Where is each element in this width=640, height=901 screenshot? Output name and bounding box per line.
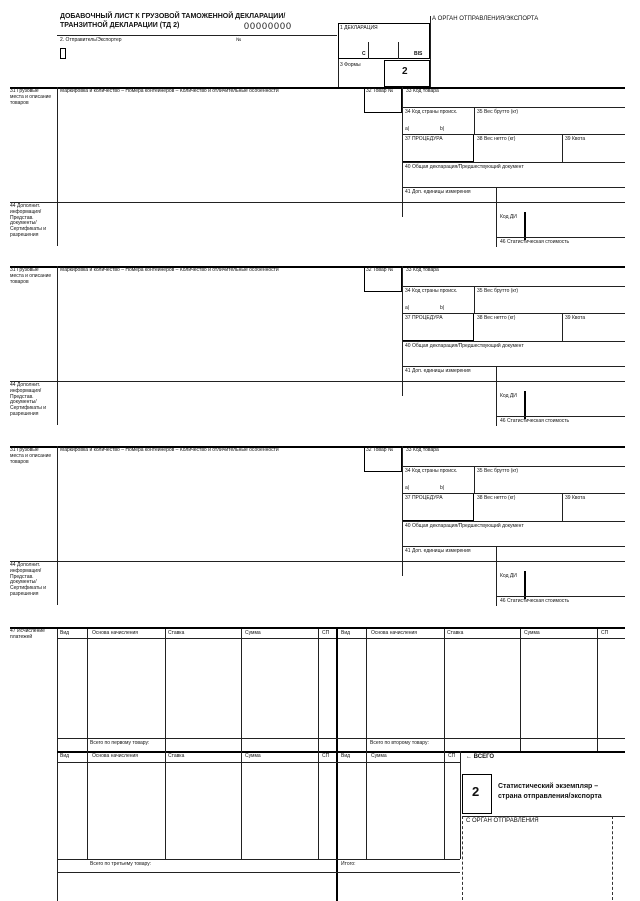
col-basis-1: Основа начисления	[92, 630, 138, 636]
origin-country-label-1: 34 Код страны происх.	[405, 109, 458, 115]
col-vid-3: Вид	[60, 753, 70, 759]
col-sp-1: СП	[322, 630, 330, 636]
forms-label: 3 Формы	[340, 62, 361, 68]
total-first-label: Всего по первому товару:	[90, 740, 150, 746]
commodity-code-label-2: 33 Код товара	[406, 267, 439, 273]
sender-label: 2. Отправитель/Экспортер	[60, 37, 122, 43]
copy-number: 2	[472, 784, 480, 799]
origin-a-label-3: a|	[405, 485, 410, 491]
summary-declaration-label-1: 40 Общая декларация/Предшествующий документ	[405, 164, 524, 170]
col-sum-3: Сумма	[245, 753, 261, 759]
item-number-label-2: 32 Товар №	[366, 267, 394, 273]
box-a-label: А ОРГАН ОТПРАВЛЕНИЯ/ЭКСПОРТА	[432, 16, 539, 22]
additional-info-label-2: 44 Дополнит. информация/ Представ. документы/ Сертификаты и разрешения	[10, 382, 47, 417]
col-basis-3: Основа начисления	[92, 753, 138, 759]
sender-number-sign: №	[236, 37, 242, 43]
summary-declaration-label-2: 40 Общая декларация/Предшествующий документ	[405, 343, 524, 349]
origin-b-label-1: b|	[440, 126, 445, 132]
quota-label-2: 39 Квота	[565, 315, 586, 321]
gross-weight-label-3: 35 Вес брутто (кг)	[477, 468, 519, 474]
kod-di-label-2: Код ДИ	[500, 393, 517, 399]
bis-label: BIS	[414, 51, 423, 57]
net-weight-label-2: 38 Вес нетто (кг)	[477, 315, 516, 321]
col-vid-4: Вид	[341, 753, 351, 759]
col-rate-1: Ставка	[168, 630, 185, 636]
forms-value: 2	[402, 66, 408, 77]
statistical-value-label-3: 46 Статистическая стоимость	[500, 598, 570, 604]
col-vid-2: Вид	[341, 630, 351, 636]
net-weight-label-3: 38 Вес нетто (кг)	[477, 495, 516, 501]
item-number-label-1: 32 Товар №	[366, 88, 394, 94]
declaration-label: 1 ДЕКЛАРАЦИЯ	[340, 25, 378, 31]
net-weight-label-1: 38 Вес нетто (кг)	[477, 136, 516, 142]
payments-label: 47 Исчисление платежей	[10, 628, 45, 640]
total-second-label: Всего по второму товару:	[370, 740, 429, 746]
additional-info-label-3: 44 Дополнит. информация/ Представ. документы/ Сертификаты и разрешения	[10, 562, 47, 597]
supp-units-label-2: 41 Доп. единицы измерения	[405, 368, 471, 374]
kod-di-label-3: Код ДИ	[500, 573, 517, 579]
col-sum-2: Сумма	[524, 630, 540, 636]
origin-b-label-2: b|	[440, 305, 445, 311]
kod-di-label-1: Код ДИ	[500, 214, 517, 220]
copy-title-line2: страна отправления/экспорта	[498, 793, 602, 800]
col-sp-4: СП	[448, 753, 456, 759]
total-all-label: Итого:	[341, 861, 356, 867]
gross-weight-label-1: 35 Вес брутто (кг)	[477, 109, 519, 115]
statistical-value-label-1: 46 Статистическая стоимость	[500, 239, 570, 245]
form-title-line1: ДОБАВОЧНЫЙ ЛИСТ К ГРУЗОВОЙ ТАМОЖЕННОЙ ДЕКЛАРАЦИИ/	[60, 13, 286, 20]
col-vid-1: Вид	[60, 630, 70, 636]
procedure-label-1: 37 ПРОЦЕДУРА	[405, 136, 443, 142]
serial-number: 00000000	[244, 21, 293, 31]
c-label: С	[362, 51, 366, 57]
col-sp-2: СП	[601, 630, 609, 636]
additional-info-label-1: 44 Дополнит. информация/ Представ. документы/ Сертификаты и разрешения	[10, 203, 47, 238]
col-sp-3: СП	[322, 753, 330, 759]
col-basis-2: Основа начисления	[371, 630, 417, 636]
col-rate-3: Ставка	[168, 753, 185, 759]
total-all-arrow: ← ВСЕГО	[466, 754, 495, 760]
origin-country-label-2: 34 Код страны происх.	[405, 288, 458, 294]
col-rate-2: Ставка	[447, 630, 464, 636]
col-sum-1: Сумма	[245, 630, 261, 636]
goods-desc-label-2: 31 Грузовые места и описание товаров	[10, 267, 52, 285]
quota-label-1: 39 Квота	[565, 136, 586, 142]
commodity-code-label-3: 33 Код товара	[406, 447, 439, 453]
supp-units-label-1: 41 Доп. единицы измерения	[405, 189, 471, 195]
kod-di-box-3[interactable]	[524, 571, 532, 599]
col-sum-4: Сумма	[371, 753, 387, 759]
total-third-label: Всего по третьему товару:	[90, 861, 152, 867]
origin-b-label-3: b|	[440, 485, 445, 491]
marks-label-1: Маркировка и количество – Номера контейнеров – Количество и отличительные особенности	[60, 88, 279, 94]
supp-units-label-3: 41 Доп. единицы измерения	[405, 548, 471, 554]
origin-a-label-1: a|	[405, 126, 410, 132]
marks-label-2: Маркировка и количество – Номера контейнеров – Количество и отличительные особенности	[60, 267, 279, 273]
kod-di-box-2[interactable]	[524, 391, 532, 419]
gross-weight-label-2: 35 Вес брутто (кг)	[477, 288, 519, 294]
goods-desc-label-3: 31 Грузовые места и описание товаров	[10, 447, 52, 465]
origin-country-label-3: 34 Код страны происх.	[405, 468, 458, 474]
item-number-label-3: 32 Товар №	[366, 447, 394, 453]
procedure-label-2: 37 ПРОЦЕДУРА	[405, 315, 443, 321]
goods-desc-label-1: 31 Грузовые места и описание товаров	[10, 88, 52, 106]
box-c-label: С ОРГАН ОТПРАВЛЕНИЯ	[466, 818, 539, 824]
copy-title-line1: Статистический экземпляр –	[498, 783, 599, 790]
summary-declaration-label-3: 40 Общая декларация/Предшествующий документ	[405, 523, 524, 529]
quota-label-3: 39 Квота	[565, 495, 586, 501]
origin-a-label-2: a|	[405, 305, 410, 311]
marks-label-3: Маркировка и количество – Номера контейнеров – Количество и отличительные особенности	[60, 447, 279, 453]
statistical-value-label-2: 46 Статистическая стоимость	[500, 418, 570, 424]
kod-di-box-1[interactable]	[524, 212, 532, 240]
sender-field[interactable]	[60, 48, 66, 59]
form-title-line2: ТРАНЗИТНОЙ ДЕКЛАРАЦИИ (ТД 2)	[60, 22, 180, 29]
commodity-code-label-1: 33 Код товара	[406, 88, 439, 94]
procedure-label-3: 37 ПРОЦЕДУРА	[405, 495, 443, 501]
